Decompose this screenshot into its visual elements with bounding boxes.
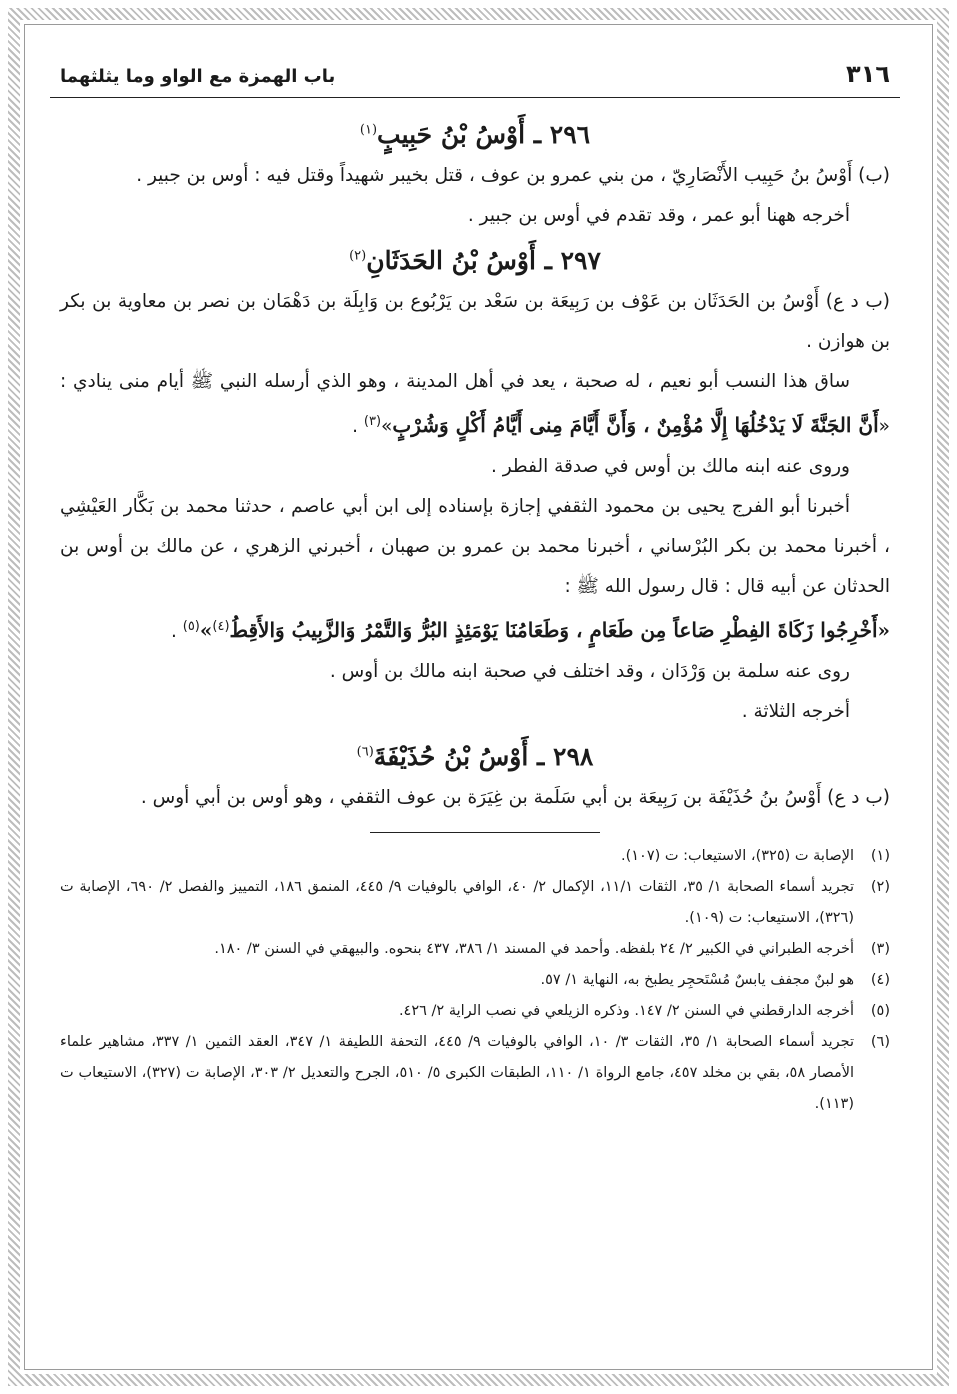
footnote-text: الإصابة ت (٣٢٥)، الاستيعاب: ت (١٠٧). xyxy=(620,848,854,865)
footnote-separator xyxy=(370,832,600,833)
footnote-text: هو لبنٌ مجفف يابسٌ مُسْتَحجِر يطبخ به، النهاية ١/ ٥٧. xyxy=(540,972,854,989)
entry-297-paragraph-2 xyxy=(50,362,900,447)
footnote-1 xyxy=(60,841,890,872)
footnote-text: تجريد أسماء الصحابة ١/ ٣٥، الثقات ٣/ ١٠، الوافي بالوفيات ٩/ ٤٤٥، التحفة اللطيفة ١/ ٣٤٧، العقد الثمين ١/ ٣٣٧، مشاهير علماء الأمصار ٥٨، بقي بن مخلد ٤٥٧، جامع الرواة ١/ ١١٠، الطبقات الكبرى ٥/ ٥١٠، الجرح والتعديل ٢/ ٣٠٣، الإصابة ت (٣٢٧)، الاستيعاب ت (١١٣). xyxy=(60,1034,855,1113)
entry-297-footnote-ref: (٢) xyxy=(349,248,367,264)
footnote-text: أخرجه الدارقطني في السنن ٢/ ١٤٧. وذكره الزيلعي في نصب الراية ٢/ ٤٢٦. xyxy=(398,1003,854,1020)
footnote-4 xyxy=(60,965,890,996)
entry-297-paragraph-3: وروى عنه ابنه مالك بن أوس في صدقة الفطر . xyxy=(490,456,850,478)
footnote-number: (٦) xyxy=(870,1034,890,1051)
page-number: ٣١٦ xyxy=(846,60,890,88)
chapter-title: باب الهمزة مع الواو وما يثلثهما xyxy=(60,66,336,87)
footnote-number: (٢) xyxy=(870,879,890,896)
entry-297-title: ٢٩٧ ـ أَوْسُ بْنُ الحَدَثَانِ xyxy=(366,246,601,275)
entry-297-footnote-ref-3: (٣) xyxy=(363,414,382,429)
page-content xyxy=(50,60,900,1120)
entry-298-title: ٢٩٨ ـ أَوْسُ بْنُ حُذَيْفَةَ xyxy=(373,742,594,772)
entry-297-paragraph-5 xyxy=(50,607,900,652)
entry-297-p5-tail: . xyxy=(170,621,183,643)
entry-297-hadith-2-close: » xyxy=(199,618,213,643)
footnotes xyxy=(50,841,900,1120)
entry-298-footnote-ref: (٦) xyxy=(356,744,374,760)
entry-296-paragraph-2: أخرجه ههنا أبو عمر ، وقد تقدم في أوس بن جبير . xyxy=(467,205,850,226)
entry-297-hadith-2: «أَخْرِجُوا زَكَاةَ الفِطْرِ صَاعاً مِن طَعَامٍ ، وَطَعَامُنَا يَوْمَئِذٍ البُرُّ وَالتَّمْرُ وَالزَّبِيبُ وَالأَقِطُ xyxy=(229,618,890,643)
entry-296-footnote-ref: (١) xyxy=(359,122,378,138)
entry-297-hadith-1: أَنَّ الجَنَّةَ لَا يَدْخُلُهَا إِلَّا مُؤْمِنٌ ، وَأَنَّ أَيَّامَ مِنى أَيَّامُ أَكْلٍ وَشُرْبٍ xyxy=(392,413,879,438)
entry-297-paragraph-1: (ب د ع) أَوْسُ بن الحَدَثَان بن عَوْف بن رَبِيعَة بن سَعْد بن يَرْبُوع بن وَابِلَة بن دَهْمَان بن نصر بن معاوية بن بكر بن هوازن . xyxy=(60,291,890,352)
footnote-text: تجريد أسماء الصحابة ١/ ٣٥، الثقات ١١/١، الإكمال ٢/ ٤٠، الوافي بالوفيات ٩/ ٤٤٥، المنمق ١٨٦، التمييز والفصل ٢/ ٦٩٠، الإصابة ت (٣٢٦)، الاستيعاب: ت (١٠٩). xyxy=(60,879,854,927)
entry-296-paragraph-1: (ب) أَوْسُ بنُ حَبِيب الأَنْصَارِيّ ، من بني عمرو بن عوف ، قتل بخيبر شهيداً وقتل فيه : أوس بن جبير . xyxy=(136,165,890,186)
entry-297-footnote-ref-5: (٥) xyxy=(182,619,200,635)
footnote-2 xyxy=(60,872,890,934)
entry-297-heading xyxy=(50,246,900,276)
footnote-number: (٥) xyxy=(870,1003,890,1020)
footnote-text: أخرجه الطبراني في الكبير ٢/ ٢٤ بلفظه. وأحمد في المسند ١/ ٣٨٦، ٤٣٧ بنحوه. والبيهقي في السنن ٣/ ١٨٠. xyxy=(214,941,854,958)
entry-298-heading xyxy=(50,742,900,772)
footnote-5 xyxy=(60,996,890,1027)
footnote-number: (١) xyxy=(870,848,890,865)
footnote-number: (٣) xyxy=(870,941,890,958)
entry-297-quote-close: » xyxy=(381,416,393,438)
entry-297-paragraph-4: أخبرنا أبو الفرج يحيى بن محمود الثقفي إجازة بإسناده إلى ابن أبي عاصم ، حدثنا محمد بن بَكَّار العَيْشِي ، أخبرنا محمد بن بكر البُرْساني ، أخبرنا محمد بن عمرو بن صهبان ، أخبرني الزهري ، عن مالك بن أوس بن الحدثان عن أبيه قال : قال رسول الله ﷺ : xyxy=(60,496,890,598)
entry-297-p2-text: ساق هذا النسب أبو نعيم ، له صحبة ، يعد في أهل المدينة ، وهو الذي أرسله النبي ﷺ أيام منى ينادي : « xyxy=(60,371,890,438)
entry-297-footnote-ref-4: (٤) xyxy=(212,619,230,635)
footnote-3 xyxy=(60,934,890,965)
footnote-number: (٤) xyxy=(870,972,890,989)
footnote-6 xyxy=(60,1027,890,1120)
entry-296-title: ٢٩٦ ـ أَوْسُ بْنُ حَبِيبٍ xyxy=(377,120,591,149)
entry-297-paragraph-6: روى عنه سلمة بن وَرْدَان ، وقد اختلف في صحبة ابنه مالك بن أوس . xyxy=(329,661,850,683)
entry-296-heading xyxy=(50,120,900,150)
entry-297-p2-tail: . xyxy=(352,416,364,438)
running-head xyxy=(50,60,900,98)
entry-298-paragraph-1: (ب د ع) أَوْسُ بنُ حُذَيْفَة بن رَبِيعَة بن أبي سَلَمة بن غِيَرَة بن عوف الثقفي ، وهو أوس بن أبي أوس . xyxy=(140,787,890,809)
entry-297-paragraph-7: أخرجه الثلاثة . xyxy=(741,701,850,723)
